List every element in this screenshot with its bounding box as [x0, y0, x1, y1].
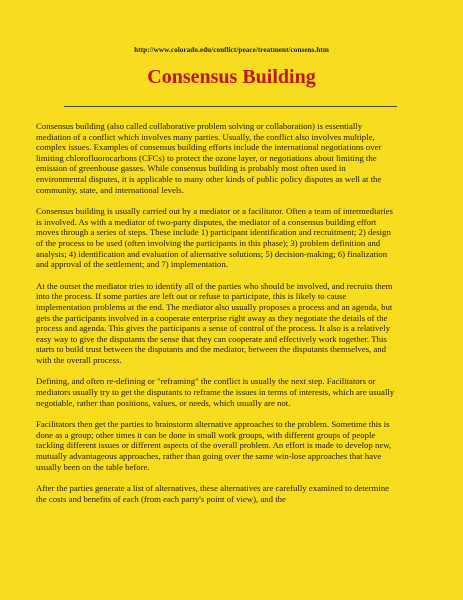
- paragraph: Consensus building is usually carried out by a mediator or a facilitator. Often a team of intermediaries is involved. As with a mediator of two-party disputes, the mediator of a consensus building effort moves through a series of steps. These include 1) participant identification and recruitment; 2) design of the process to be used (often involving the participants in this phase); 3) problem definition and analysis; 4) identification and evaluation of alternative solutions; 5) decision-making; 6) finalization and approval of the settlement; and 7) implementation.: [36, 206, 393, 270]
- paragraph: At the outset the mediator tries to identify all of the parties who should be involved, and recruits them into the process. If some parties are left out or refuse to participate, this is likely to cause implementation problems at the end. The mediator also usually proposes a process and an agenda, but gets the participants involved in a cooperate enterprise right away as they negotiate the details of the process and agenda. This gives the participants a sense of control of the process. It also is a relatively easy way to give the disputants the sense that they can cooperate and effectively work together. This starts to build trust between the disputants and the mediator, between the disputants themselves, and with the overall process.: [36, 280, 393, 365]
- paragraph: Defining, and often re-defining or "reframing" the conflict is usually the next step. Facilitators or mediators usually try to get the disputants to reframe the issues in terms of interests, which are usually negotiable, rather than positions, values, or needs, which usually are not.: [36, 376, 395, 408]
- page-title: Consensus Building: [147, 66, 316, 88]
- paragraph: Consensus building (also called collaborative problem solving or collaboration) is essentially mediation of a conflict which involves many parties. Usually, the conflict also involves multiple, complex issues. Examples of consensus building efforts include the international negotiations over limiting chlorofluorocarbons (CFCs) to protect the ozone layer, or negotiations about limiting the emission of greenhouse gasses. While consensus building is probably most often used in environmental disputes, it is applicable to many other kinds of public policy disputes as well at the community, state, and international levels.: [36, 121, 382, 195]
- paragraph: After the parties generate a list of alternatives, these alternatives are carefully examined to determine the costs and benefits of each (from each party's point of view), and the: [36, 483, 389, 504]
- paragraph: Facilitators then get the parties to brainstorm alternative approaches to the problem. Sometime this is done as a group; other times it can be done in small work groups, with different groups of people tackling different issues or different aspects of the overall problem. An effort is made to develop new, mutually advantageous approaches, rather than going over the same win-lose approaches that have usually been on the table before.: [36, 419, 392, 472]
- title-divider: [64, 106, 397, 107]
- body-text: [36, 121, 398, 515]
- source-url: http://www.colorado.edu/conflict/peace/treatment/consens.htm: [134, 46, 329, 54]
